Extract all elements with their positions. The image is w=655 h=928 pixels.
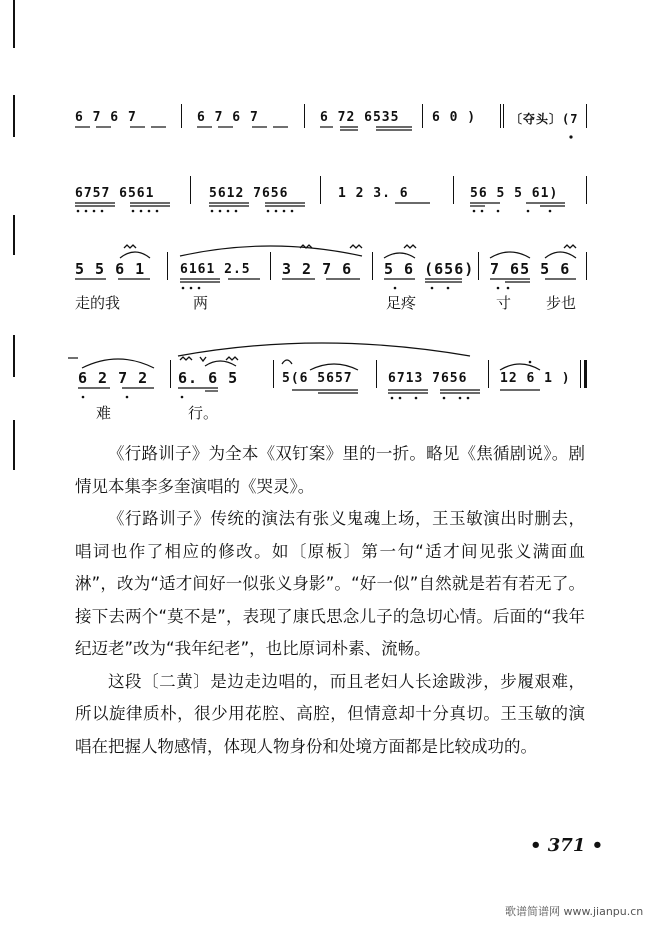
measure: 6757 6561 bbox=[75, 186, 155, 201]
paragraph-2: 《行路训子》传统的演法有张义鬼魂上场，王玉敏演出时删去，唱词也作了相应的修改。如〔原板〕第一句“适才间见张义满面血淋”，改为“适才间好一似张义身影”。“好一似”自然就是若有若无了。接下去两个“莫不是”，表现了康氏思念儿子的急切心情。后面的“我年纪迈老”改为“我年纪老”，也比原词朴素、流畅。 bbox=[75, 509, 585, 658]
paragraph-3: 这段〔二黄〕是边走边唱的，而且老妇人长途跋涉，步履艰难，所以旋律质朴，很少用花腔、高腔，但情意却十分真切。王玉敏的演唱在把握人物感情，体现人物身份和处境方面都是比较成功的。 bbox=[75, 671, 585, 756]
measure: 6 2 7 2 bbox=[78, 369, 149, 387]
measure: 6 72 6535 bbox=[320, 110, 400, 125]
lyric: 两 bbox=[193, 294, 209, 312]
measure: 12 6 1 ) bbox=[500, 371, 571, 386]
measure: 56 5 5 61) bbox=[470, 186, 559, 201]
measure: 5 6 (656) bbox=[384, 260, 475, 278]
measure: 6 7 6 7 bbox=[75, 110, 137, 125]
measure: 5 5 6 1 bbox=[75, 260, 146, 278]
lyric: 难 bbox=[96, 404, 112, 422]
measure: 1 2 3. 6 bbox=[338, 186, 409, 201]
measure: 6 7 6 7 bbox=[197, 110, 259, 125]
measure: 6161 2.5 bbox=[180, 262, 251, 277]
measure: 3 2 7 6 bbox=[282, 260, 353, 278]
score-markings bbox=[0, 0, 655, 430]
measure: 〔夺头〕(7 bbox=[510, 112, 579, 126]
lyric: 步也 bbox=[546, 294, 577, 312]
measure: 5(6 5657 bbox=[282, 371, 353, 386]
lyric: 足疼 bbox=[386, 294, 417, 312]
paragraph-1: 《行路训子》为全本《双钉案》里的一折。略见《焦循剧说》。剧情见本集李多奎演唱的《哭灵》。 bbox=[75, 444, 585, 496]
commentary-text bbox=[75, 438, 585, 763]
page-number: • 371 • bbox=[530, 835, 604, 856]
lyric: 寸 bbox=[496, 294, 512, 312]
measure: 5612 7656 bbox=[209, 186, 289, 201]
lyric: 走的我 bbox=[75, 294, 121, 312]
watermark: 歌谱简谱网 www.jianpu.cn bbox=[505, 905, 644, 918]
lyric: 行。 bbox=[188, 404, 219, 422]
measure: 7 65 5 6 bbox=[490, 260, 571, 278]
measure: 6. 6 5 bbox=[178, 369, 239, 387]
measure: 6 0 ) bbox=[432, 110, 477, 125]
measure: 6713 7656 bbox=[388, 371, 468, 386]
